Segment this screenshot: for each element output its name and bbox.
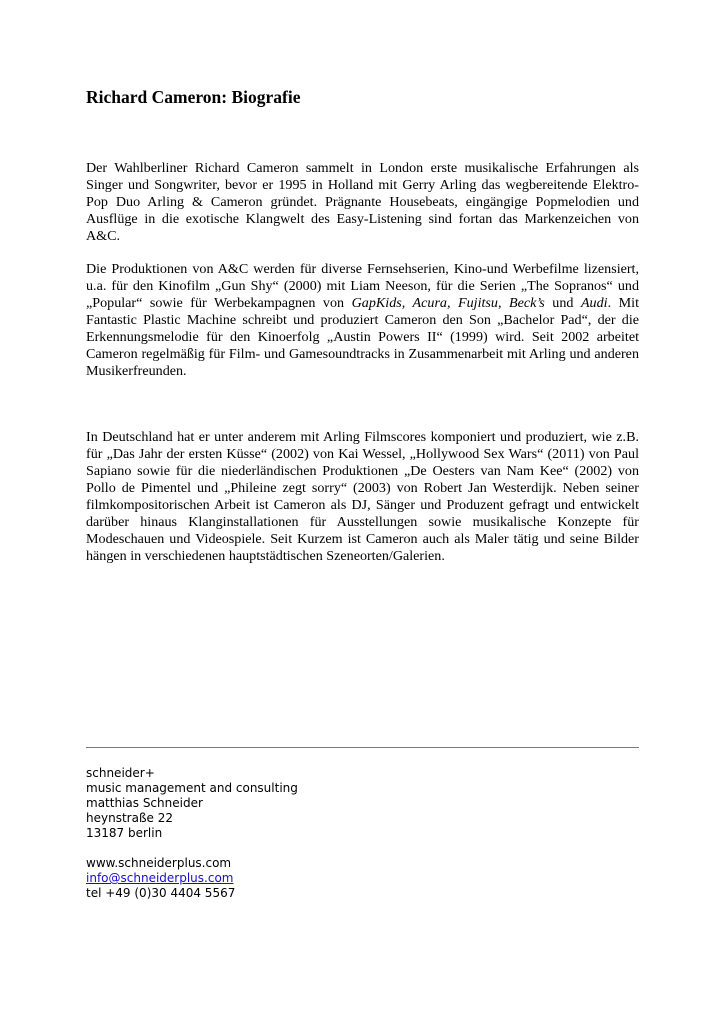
paragraph-text: . Mit Fantastic Plastic Machine schreibt und produziert Cameron den Son „Bachelor Pad“, der die Erkennungsmelodie für den Kinoerfolg „Austin Powers II“ (1999) wird. Seit 2002 arbeitet Cameron regelmäßig für Film- und Gamesoundtracks in Zusammenarbeit mit Arling und anderen Musikerfreunden. [86,295,639,379]
phone-number: tel +49 (0)30 4404 5567 [86,886,236,900]
biography-paragraph-1 [86,160,639,245]
paragraph-text: Die Produktionen von A&C werden für diverse Fernsehserien, Kino-und Werbefilme lizensiert, u.a. für den Kinofilm „Gun Shy“ (2000) mit Liam Neeson, für die Serien „The Sopranos“ und „Popular“ sowie für Werbekampagnen von [86,261,639,311]
contact-footer [86,766,298,901]
company-name: schneider+ [86,766,155,780]
document-title: Richard Cameron: Biografie [86,87,301,107]
footer-spacer [86,841,298,856]
biography-paragraph-2 [86,261,639,380]
company-tagline: music management and consulting [86,781,298,795]
biography-paragraph-3 [86,429,639,565]
email-link[interactable]: info@schneiderplus.com [86,871,234,885]
italic-brand-text: Audi [580,295,608,311]
paragraph-text: In Deutschland hat er unter anderem mit Arling Filmscores komponiert und produziert, wie z.B. für „Das Jahr der ersten Küsse“ (2002) von Kai Wessel, „Hollywood Sex Wars“ (2011) von Paul Sapiano sowie für die niederländischen Produktionen „De Oesters van Nam Kee“ (2002) von Pollo de Pimentel und „Phileine zegt sorry“ (2003) von Robert Jan Westerdijk. Neben seiner filmkompositorischen Arbeit ist Cameron als DJ, Sänger und Produzent gefragt und entwickelt darüber hinaus Klanginstallationen für Ausstellungen sowie musikalische Konzepte für Modeschauen und Videospiele. Seit Kurzem ist Cameron auch als Maler tätig und seine Bilder hängen in verschiedenen hauptstädtischen Szeneorten/Galerien. [86,429,639,564]
italic-brand-text: GapKids, Acura, Fujitsu, Beck’s [351,295,545,311]
city-address: 13187 berlin [86,826,163,840]
contact-name: matthias Schneider [86,796,203,810]
paragraph-text: und [544,295,581,311]
footer-divider [86,747,639,748]
paragraph-text: Der Wahlberliner Richard Cameron sammelt in London erste musikalische Erfahrungen als Singer und Songwriter, bevor er 1995 in Holland mit Gerry Arling das wegbereitende Elektro-Pop Duo Arling & Cameron gründet. Prägnante Housebeats, eingängige Popmelodien und Ausflüge in die exotische Klangwelt des Easy-Listening sind fortan das Markenzeichen von A&C. [86,160,639,244]
website-text: www.schneiderplus.com [86,856,232,870]
street-address: heynstraße 22 [86,811,173,825]
